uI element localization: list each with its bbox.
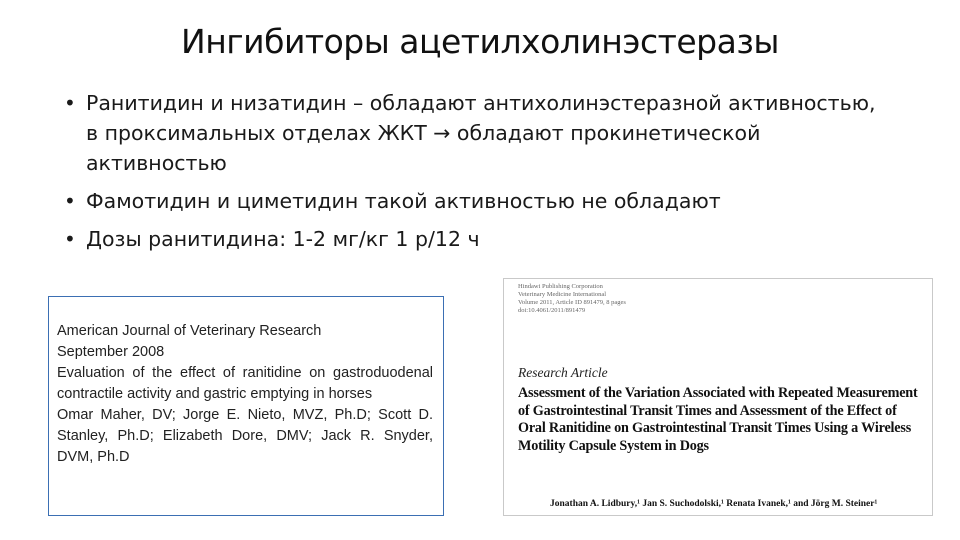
article-title: Assessment of the Variation Associated with Repeated Measurement of Gastrointestinal Transit Times and Assessment of the Effect of Oral Ranitidine on Gastrointestinal Transit Times Using a Wireless Motility Capsule System in Dogs [518, 385, 918, 454]
publisher-line: Volume 2011, Article ID 891479, 8 pages [518, 299, 626, 306]
reference-box-ajvr [48, 296, 444, 516]
journal-name: American Journal of Veterinary Research [57, 323, 322, 339]
publication-date: September 2008 [57, 344, 165, 360]
publisher-line: doi:10.4061/2011/891479 [518, 307, 586, 314]
bullet-icon: • [64, 227, 76, 251]
bullet-item [62, 186, 892, 216]
bullet-list [62, 88, 892, 262]
publisher-line: Veterinary Medicine International [518, 291, 607, 298]
bullet-text: Ранитидин и низатидин – обладают антихолинэстеразной активностью, в проксимальных отделах ЖКТ → обладают прокинетической активностью [86, 91, 876, 175]
publisher-header [518, 283, 626, 315]
publisher-line: Hindawi Publishing Corporation [518, 283, 603, 290]
article-authors: Jonathan A. Lidbury,¹ Jan S. Suchodolski,¹ Renata Ivanek,¹ and Jörg M. Steiner¹ [550, 499, 878, 509]
article-type-label: Research Article [518, 365, 608, 380]
bullet-text: Дозы ранитидина: 1-2 мг/кг 1 р/12 ч [86, 227, 480, 251]
article-authors: Omar Maher, DV; Jorge E. Nieto, MVZ, Ph.D; Scott D. Stanley, Ph.D; Elizabeth Dore, DMV; Jack R. Snyder, DVM, Ph.D [57, 407, 433, 465]
bullet-text: Фамотидин и циметидин такой активностью не обладают [86, 189, 721, 213]
bullet-item [62, 88, 892, 178]
slide-title: Ингибиторы ацетилхолинэстеразы [181, 22, 779, 61]
article-title: Evaluation of the effect of ranitidine on gastroduodenal contractile activity and gastric emptying in horses [57, 365, 433, 402]
reference-article-thumbnail [503, 278, 933, 516]
bullet-icon: • [64, 189, 76, 213]
bullet-item [62, 224, 892, 254]
bullet-icon: • [64, 91, 76, 115]
